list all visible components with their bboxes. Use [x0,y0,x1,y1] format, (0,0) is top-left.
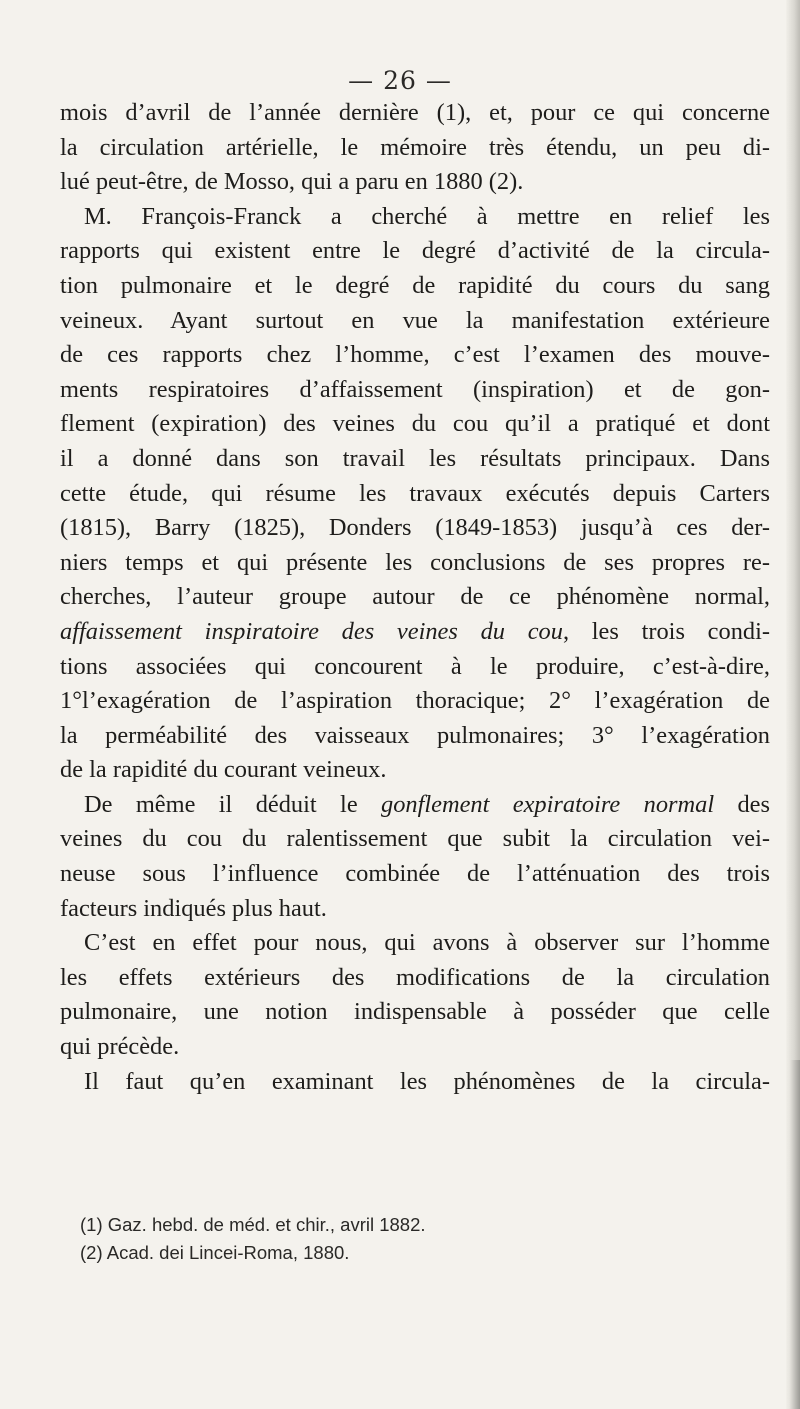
text-line: M. François-Franck a cherché à mettre en relief les [84,202,770,230]
text-line: ments respiratoires d’affaissement (inspiration) et de gon- [60,375,770,403]
text-line: mois d’avril de l’année dernière (1), et, pour ce qui concerne [60,99,770,126]
text-line: flement (expiration) des veines du cou qu’il a pratiqué et dont [60,410,770,438]
text-line: la circulation artérielle, le mémoire très étendu, un peu di- [60,133,770,161]
text-line: Il faut qu’en examinant les phénomènes de la circula- [84,1067,770,1095]
text-line: de la rapidité du courant veineux. [60,756,387,784]
text-line: cette étude, qui résume les travaux exécutés depuis Carters [60,479,770,507]
italic-phrase: affaissement inspiratoire des veines du cou [60,617,563,645]
italic-phrase: gonflement expiratoire normal [381,790,715,818]
text-line: facteurs indiqués plus haut. [60,894,327,922]
text-run: , les trois condi- [562,617,770,645]
text-run: des [714,790,770,818]
text-line: C’est en effet pour nous, qui avons à observer sur l’homme [84,929,770,957]
text-line: tions associées qui concourent à le produire, c’est-à-dire, [60,652,770,680]
text-line-with-italic [60,788,770,823]
text-line: rapports qui existent entre le degré d’activité de la circula- [60,237,770,265]
footnotes [80,1211,740,1267]
footnote: (2) Acad. dei Lincei-Roma, 1880. [80,1242,350,1263]
text-line: cherches, l’auteur groupe autour de ce phénomène normal, [60,583,770,611]
text-line: de ces rapports chez l’homme, c’est l’examen des mouve- [60,341,770,369]
text-line: neuse sous l’influence combinée de l’atténuation des trois [60,860,770,888]
text-line: tion pulmonaire et le degré de rapidité du cours du sang [60,271,770,299]
text-line: pulmonaire, une notion indispensable à posséder que celle [60,998,770,1026]
page-number: — 26 — [348,66,452,95]
text-line: les effets extérieurs des modifications de la circulation [60,963,770,991]
text-line: (1815), Barry (1825), Donders (1849-1853) jusqu’à ces der- [60,514,770,542]
page-edge-shadow-bottom [790,1060,800,1409]
text-line-with-italic [60,615,770,650]
text-line: la perméabilité des vaisseaux pulmonaires; 3° l’exagération [60,721,770,749]
text-line: qui précède. [60,1033,180,1061]
text-line: veineux. Ayant surtout en vue la manifestation extérieure [60,306,770,334]
text-run: De même il déduit le [84,790,382,818]
body-text [60,96,770,1099]
text-line: veines du cou du ralentissement que subit la circulation vei- [60,825,770,853]
text-line: 1°l’exagération de l’aspiration thoracique; 2° l’exagération de [60,687,770,715]
footnote: (1) Gaz. hebd. de méd. et chir., avril 1882. [80,1214,426,1235]
text-line: niers temps et qui présente les conclusions de ses propres re- [60,548,770,576]
text-line: il a donné dans son travail les résultats principaux. Dans [60,444,770,472]
text-line: lué peut-être, de Mosso, qui a paru en 1880 (2). [60,168,524,196]
